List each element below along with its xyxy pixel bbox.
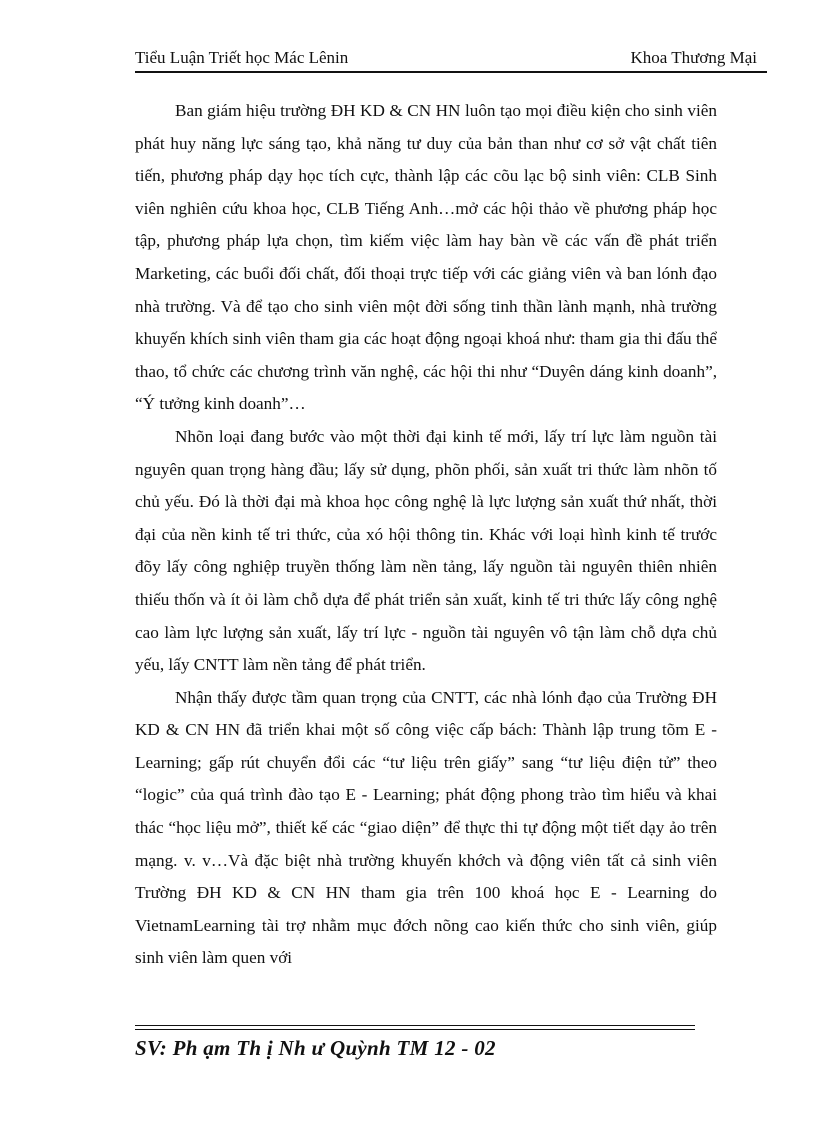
document-body [135, 95, 717, 975]
footer-author: SV: Ph ạm Th ị Nh ư Quỳnh TM 12 - 02 [135, 1036, 496, 1060]
footer-divider [135, 1029, 695, 1030]
header-title: Tiểu Luận Triết học Mác Lênin [135, 48, 349, 67]
paragraph: Nhận thấy được tầm quan trọng của CNTT, các nhà lónh đạo của Trường ĐH KD & CN HN đã triển khai một số công việc cấp bách: Thành lập trung tõm E - Learning; gấp rút chuyển đổi các “tư liệu trên giấy” sang “tư liệu điện tử” theo “logic” của quá trình đào tạo E - Learning; phát động phong trào tìm hiểu và khai thác “học liệu mở”, thiết kế các “giao diện” để thực thi tự động một tiết dạy ảo trên mạng. v. v…Và đặc biệt nhà trường khuyến khớch và động viên tất cả sinh viên Trường ĐH KD & CN HN tham gia trên 100 khoá học E - Learning do VietnamLearning tài trợ nhằm mục đớch nõng cao kiến thức cho sinh viên, giúp sinh viên làm quen với [135, 687, 717, 968]
page-header [135, 48, 767, 72]
header-department: Khoa Thương Mại [630, 48, 757, 67]
paragraph: Ban giám hiệu trường ĐH KD & CN HN luôn tạo mọi điều kiện cho sinh viên phát huy năng lực sáng tạo, khả năng tư duy của bản than như cơ sở vật chất tiên tiến, phương pháp dạy học tích cực, thành lập các cõu lạc bộ sinh viên: CLB Sinh viên nghiên cứu khoa học, CLB Tiếng Anh…mở các hội thảo về phương pháp học tập, phương pháp lựa chọn, tìm kiếm việc làm hay bàn về các vấn đề phát triển Marketing, các buổi đối chất, đối thoại trực tiếp với các giảng viên và ban lónh đạo nhà trường. Và để tạo cho sinh viên một đời sống tinh thần lành mạnh, nhà trường khuyến khích sinh viên tham gia các hoạt động ngoại khoá như: tham gia thi đấu thể thao, tổ chức các chương trình văn nghệ, các hội thi như “Duyên dáng kinh doanh”, “Ý tưởng kinh doanh”… [135, 101, 717, 414]
header-divider [135, 71, 767, 73]
footer-divider [135, 1025, 695, 1026]
paragraph: Nhõn loại đang bước vào một thời đại kinh tế mới, lấy trí lực làm nguồn tài nguyên quan trọng hàng đầu; lấy sử dụng, phõn phối, sản xuất tri thức làm nhõn tố chủ yếu. Đó là thời đại mà khoa học công nghệ là lực lượng sản xuất thứ nhất, thời đại của nền kinh tế tri thức, của xó hội thông tin. Khác với loại hình kinh tế trước đõy lấy công nghiệp truyền thống làm nền tảng, lấy nguồn tài nguyên thiên nhiên thiếu thốn và ít ỏi làm chỗ dựa để phát triển sản xuất, kinh tế tri thức lấy công nghệ cao làm lực lượng sản xuất, lấy trí lực - nguồn tài nguyên vô tận làm chỗ dựa chủ yếu, lấy CNTT làm nền tảng để phát triển. [135, 426, 717, 675]
